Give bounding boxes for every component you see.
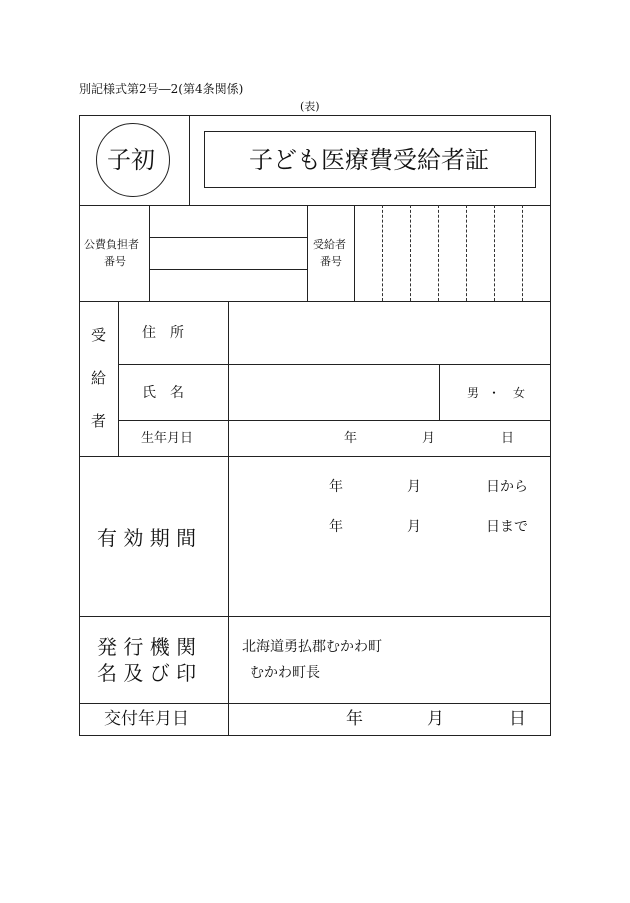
validity-to-month: 月	[407, 519, 421, 535]
validity-from-month: 月	[407, 479, 421, 495]
validity-to-day: 日まで	[486, 519, 528, 535]
validity-from-year: 年	[329, 479, 343, 495]
digit-separator	[466, 205, 467, 301]
issue-date-day: 日	[509, 709, 526, 729]
divider	[79, 456, 551, 457]
birthdate-day: 日	[501, 431, 515, 446]
divider	[228, 301, 229, 736]
side-indicator: (表)	[300, 100, 320, 113]
page-title: 子ども医療費受給者証	[249, 146, 489, 174]
divider	[149, 237, 307, 238]
validity-label: 有 効 期 間	[97, 526, 197, 550]
divider	[149, 269, 307, 270]
recipient-side-label: 受	[91, 326, 107, 344]
divider	[118, 420, 551, 421]
category-seal-text: 子初	[107, 146, 155, 174]
divider	[118, 301, 119, 456]
payer-number-label: 番号	[104, 255, 126, 268]
issue-date-month: 月	[427, 709, 444, 729]
sex-separator: ・	[488, 386, 501, 400]
form-reference: 別記様式第2号―2(第4条関係)	[79, 82, 244, 96]
sex-male: 男	[467, 386, 480, 400]
validity-to-year: 年	[329, 519, 343, 535]
divider	[149, 205, 150, 301]
divider	[189, 115, 190, 205]
divider	[79, 616, 551, 617]
issuer-label: 発 行 機 関	[97, 635, 197, 659]
validity-from-day: 日から	[486, 479, 528, 495]
digit-separator	[438, 205, 439, 301]
payer-number-label: 公費負担者	[84, 238, 139, 251]
issue-date-label: 交付年月日	[104, 709, 189, 729]
birthdate-month: 月	[422, 431, 436, 446]
sex-female: 女	[513, 386, 526, 400]
digit-separator	[410, 205, 411, 301]
digit-separator	[522, 205, 523, 301]
name-label: 氏 名	[142, 385, 184, 401]
address-label: 住 所	[142, 325, 184, 341]
divider	[79, 301, 551, 302]
divider	[118, 364, 551, 365]
issuer-label: 名 及 び 印	[97, 661, 197, 685]
birthdate-year: 年	[344, 431, 358, 446]
divider	[354, 205, 355, 301]
recipient-number-label: 受給者	[313, 238, 346, 251]
birthdate-label: 生年月日	[141, 431, 194, 446]
divider	[307, 205, 308, 301]
recipient-side-label: 給	[91, 369, 107, 387]
divider	[79, 703, 551, 704]
issue-date-year: 年	[346, 709, 363, 729]
digit-separator	[494, 205, 495, 301]
digit-separator	[382, 205, 383, 301]
divider	[439, 364, 440, 420]
issuer-organization: 北海道勇払郡むかわ町	[242, 639, 382, 655]
issuer-head: むかわ町長	[250, 665, 320, 681]
recipient-number-label: 番号	[320, 255, 342, 268]
recipient-side-label: 者	[91, 412, 107, 430]
